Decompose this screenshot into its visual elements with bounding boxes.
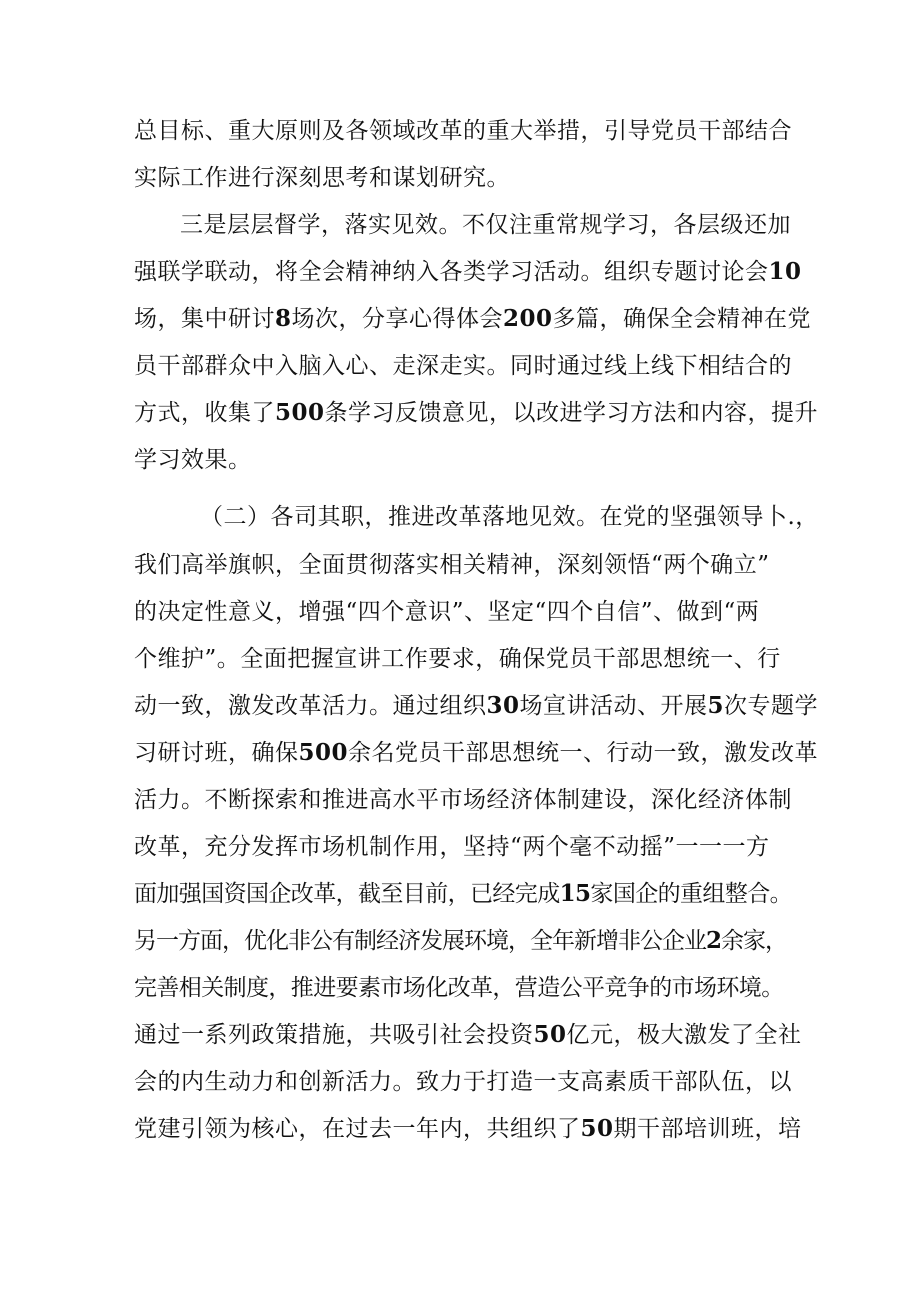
text-line: 实际工作进行深刻思考和谋划研究。 bbox=[134, 165, 510, 191]
text-line: 完善相关制度，推进要素市场化改革，营造公平竞争的市场环境。 bbox=[134, 975, 784, 1001]
text-line: 习研讨班，确保500余名党员干部思想统一、行动一致，激发改革 bbox=[134, 739, 819, 766]
text-line: 总目标、重大原则及各领域改革的重大举措，引导党员干部结合 bbox=[134, 118, 792, 144]
text-line: 的决定性意义，增强“四个意识”、坚定“四个自信”、做到“两 bbox=[134, 599, 760, 625]
text-line: 改革，充分发挥市场机制作用，坚持“两个毫不动摇”一一一方 bbox=[134, 834, 770, 860]
text-line: 个维护”。全面把握宣讲工作要求，确保党员干部思想统一、行 bbox=[134, 646, 781, 672]
text-line: 三是层层督学，落实见效。不仅注重常规学习，各层级还加 bbox=[180, 212, 791, 238]
text-line: 动一致，激发改革活力。通过组织30场宣讲活动、开展5次专题学 bbox=[134, 692, 819, 719]
text-line: 场，集中研讨8场次，分享心得体会200多篇，确保全会精神在党 bbox=[134, 305, 812, 332]
text-line: 活力。不断探索和推进高水平市场经济体制建设，深化经济体制 bbox=[134, 787, 792, 813]
text-line: 党建引领为核心，在过去一年内，共组织了50期干部培训班，培 bbox=[134, 1115, 802, 1142]
text-line: 另一方面，优化非公有制经济发展环境，全年新增非公企业2余家， bbox=[134, 927, 788, 954]
text-line: （二）各司其职，推进改革落地见效。在党的坚强领导卜.， bbox=[200, 504, 819, 530]
text-line: 我们高举旗帜，全面贯彻落实相关精神，深刻领悟“两个确立” bbox=[134, 552, 770, 578]
text-line: 学习效果。 bbox=[134, 447, 252, 473]
text-line: 会的内生动力和创新活力。致力于打造一支高素质干部队伍，以 bbox=[134, 1069, 792, 1095]
text-line: 员干部群众中入脑入心、走深走实。同时通过线上线下相结合的 bbox=[134, 353, 792, 379]
text-line: 强联学联动，将全会精神纳入各类学习活动。组织专题讨论会10 bbox=[134, 258, 802, 285]
text-line: 面加强国资国企改革，截至目前，已经完成15家国企的重组整合。 bbox=[134, 880, 793, 907]
text-line: 通过一系列政策措施，共吸引社会投资50亿元，极大激发了全社 bbox=[134, 1021, 802, 1048]
text-line: 方式，收集了500条学习反馈意见，以改进学习方法和内容，提升 bbox=[134, 399, 819, 426]
